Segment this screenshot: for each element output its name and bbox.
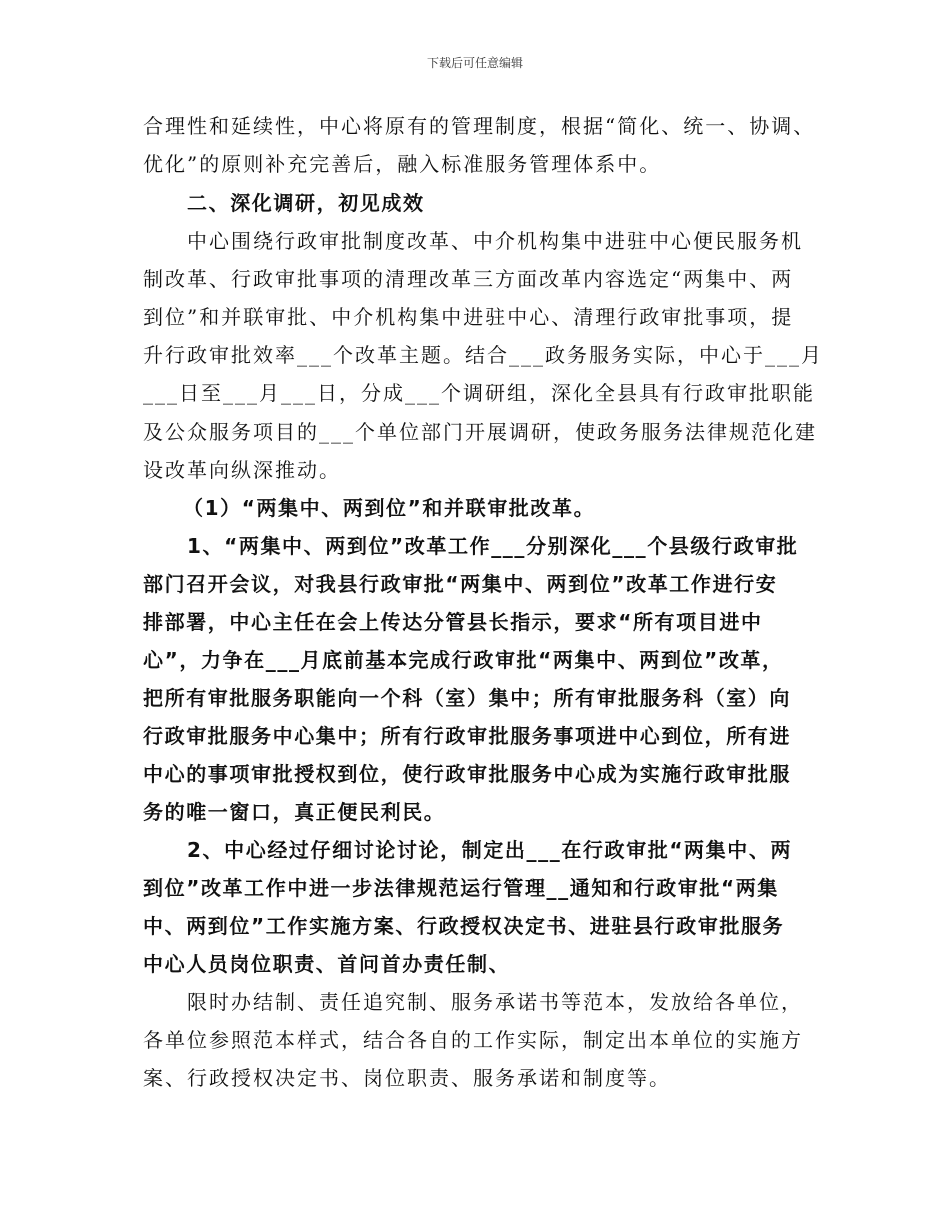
text-line: ___日至___月___日，分成___个调研组，深化全县具有行政审批职能 bbox=[143, 381, 815, 405]
subsection-heading: （1）“两集中、两到位”和并联审批改革。 bbox=[183, 496, 596, 520]
text-line: 限时办结制、责任追究制、服务承诺书等范本，发放给各单位， bbox=[187, 990, 803, 1014]
page-header: 下载后可任意编辑 bbox=[426, 56, 523, 70]
text-line: 各单位参照范本样式，结合各自的工作实际，制定出本单位的实施方 bbox=[143, 1028, 803, 1052]
bold-line: 2、中心经过仔细讨论讨论，制定出___在行政审批“两集中、两 bbox=[187, 838, 793, 862]
text-line: 优化”的原则补充完善后，融入标准服务管理体系中。 bbox=[143, 152, 662, 176]
bold-line: 中心的事项审批授权到位，使行政审批服务中心成为实施行政审批服 bbox=[143, 762, 791, 786]
bold-line: 中、两到位”工作实施方案、行政授权决定书、进驻县行政审批服务 bbox=[143, 914, 785, 938]
bold-line: 心”，力争在___月底前基本完成行政审批“两集中、两到位”改革， bbox=[143, 648, 784, 672]
text-line: 案、行政授权决定书、岗位职责、服务承诺和制度等。 bbox=[143, 1066, 671, 1090]
text-line: 及公众服务项目的___个单位部门开展调研，使政务服务法律规范化建 bbox=[143, 420, 817, 444]
bold-line: 1、“两集中、两到位”改革工作___分别深化___个县级行政审批 bbox=[187, 534, 799, 558]
bold-line: 排部署，中心主任在会上传达分管县长指示，要求“所有项目进中 bbox=[143, 610, 763, 634]
text-line: 到位”和并联审批、中介机构集中进驻中心、清理行政审批事项，提 bbox=[143, 305, 794, 329]
text-line: 中心围绕行政审批制度改革、中介机构集中进驻中心便民服务机 bbox=[187, 229, 803, 253]
text-line: 合理性和延续性，中心将原有的管理制度，根据“简化、统一、协调、 bbox=[143, 114, 816, 138]
text-line: 制改革、行政审批事项的清理改革三方面改革内容选定“两集中、两 bbox=[143, 267, 794, 291]
bold-line: 务的唯一窗口，真正便民利民。 bbox=[143, 800, 446, 824]
bold-line: 把所有审批服务职能向一个科（室）集中；所有审批服务科（室）向 bbox=[143, 686, 791, 710]
section-heading: 二、深化调研，初见成效 bbox=[187, 191, 425, 215]
text-line: 设改革向纵深推动。 bbox=[143, 458, 341, 482]
bold-line: 到位”改革工作中进一步法律规范运行管理__通知和行政审批“两集 bbox=[143, 876, 779, 900]
text-line: 升行政审批效率___个改革主题。结合___政务服务实际，中心于___月 bbox=[143, 343, 823, 367]
bold-line: 行政审批服务中心集中；所有行政审批服务事项进中心到位，所有进 bbox=[143, 724, 791, 748]
bold-line: 部门召开会议，对我县行政审批“两集中、两到位”改革工作进行安 bbox=[143, 572, 778, 596]
bold-line: 中心人员岗位职责、首问首办责任制、 bbox=[143, 952, 511, 976]
